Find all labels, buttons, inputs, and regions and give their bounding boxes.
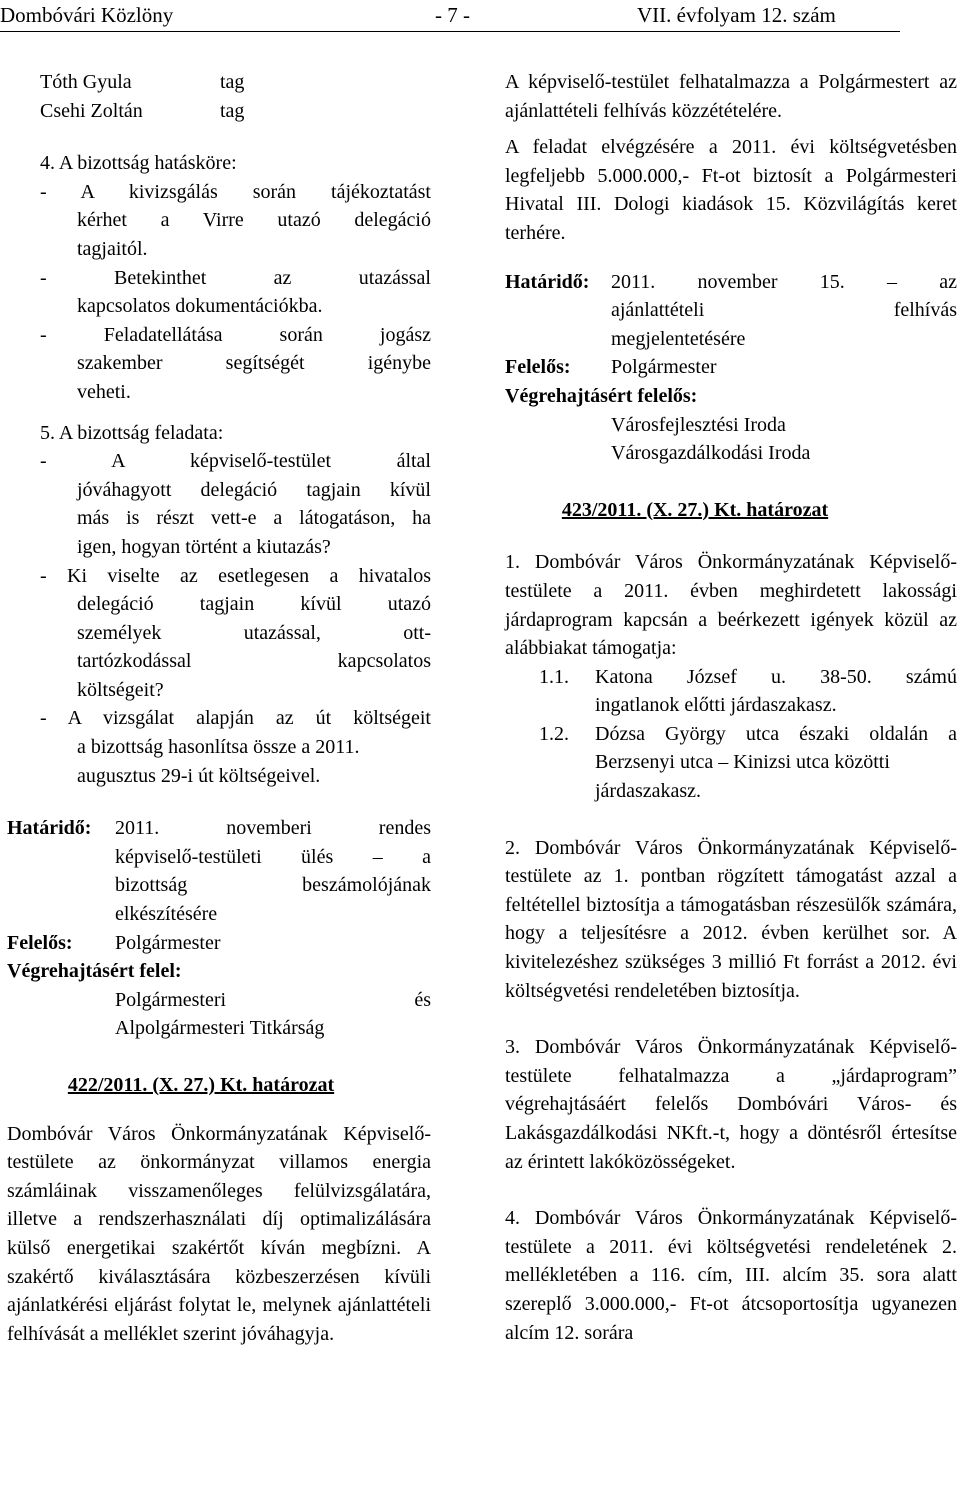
text-line: - A kivizsgálás során tájékoztatást — [40, 180, 431, 203]
resolution-423-title: 423/2011. (X. 27.) Kt. határozat — [561, 498, 829, 521]
text-line: Katona József u. 38-50. számú — [595, 665, 957, 688]
section-4-items — [7, 178, 431, 407]
member-row — [40, 68, 431, 97]
text-line: képviselő-testületi ülés – a — [115, 845, 431, 868]
text-line: Dózsa György utca északi oldalán a — [595, 722, 957, 745]
responsible-label: Felelős: — [7, 931, 73, 954]
resolution-422-text: Dombóvár Város Önkormányzatának Képviselő-testülete az önkormányzat villamos energia számláinak visszamenőleges felülvizsgálatára, illetve a rendszerhasználati díj optimalizálására külső energetikai szakértőt kíván megbízni. A szakértő kiválasztására közbeszerzésen kívüli ajánlatkérési eljárást folytat le, melynek ajánlattételi felhívását a melléklet szerint jóváhagyja. — [7, 1122, 431, 1345]
resolution-423-item-2: 2. Dombóvár Város Önkormányzatának Képviselő-testülete az 1. pontban rögzített támogatást azzal a feltétellel biztosítja a támogatásban részesülők számára, hogy a teljesítésre a 2012. évben kerülhet sor. A kivitelezéshez szükséges 3 millió Ft forrást a 2012. évi költségvetési rendeletében biztosítja. — [505, 836, 957, 1002]
text-line: igen, hogyan történt a kiutazás? — [77, 535, 331, 558]
text-line: megjelentetésére — [611, 327, 746, 350]
subitem-1-2 — [505, 720, 957, 806]
member-role: tag — [220, 71, 245, 93]
responsible-label: Felelős: — [505, 356, 571, 379]
responsible-value: Polgármester — [611, 356, 717, 379]
responsible-block — [505, 353, 957, 382]
text-line: személyek utazással, ott- — [77, 621, 431, 644]
execution-value — [7, 986, 431, 1043]
text-line: bizottság beszámolójának — [115, 874, 431, 897]
text-line: - Feladatellátása során jogász — [40, 323, 431, 346]
text-line: Városgazdálkodási Iroda — [611, 442, 811, 465]
member-name: Csehi Zoltán — [40, 99, 143, 122]
page-header — [0, 0, 900, 32]
subitem-text — [595, 720, 957, 806]
text-line: jóváhagyott delegáció tagjain kívül — [77, 478, 431, 501]
text-line: ajánlattételi felhívás — [611, 299, 957, 322]
text-line: 2011. november 15. – az — [611, 270, 957, 293]
section-5-title: 5. A bizottság feladata: — [40, 421, 224, 444]
text-line: tartózkodással kapcsolatos — [77, 650, 431, 673]
member-role: tag — [220, 99, 245, 122]
text-line: 2011. novemberi rendes — [115, 817, 431, 840]
resolution-423-item-4: 4. Dombóvár Város Önkormányzatának Képviselő-testülete a 2011. évi költségvetési rendeletének 2. mellékletében a 116. cím, III. alcím 35. sora alatt szereplő 3.000.000,- Ft-ot átcsoportosítja ugyanezen alcím 12. sorára — [505, 1207, 957, 1344]
execution-label: Végrehajtásért felel: — [7, 960, 182, 983]
text-line: augusztus 29-i út költségeivel. — [77, 764, 321, 787]
text-line: szakember segítségét igénybe — [77, 352, 431, 375]
section-4-title: 4. A bizottság hatásköre: — [40, 152, 237, 175]
text-line: - Betekinthet az utazással — [40, 266, 431, 289]
subitem-text — [595, 663, 957, 720]
member-name: Tóth Gyula — [40, 71, 132, 93]
text-line: más is részt vett-e a látogatáson, ha — [77, 507, 431, 530]
subitem-1-1 — [505, 663, 957, 720]
text-line: járdaszakasz. — [595, 780, 702, 803]
authorization-paragraph: A képviselő-testület felhatalmazza a Polgármestert az ajánlattételi felhívás közzétételére. — [505, 71, 957, 122]
volume-issue: VII. évfolyam 12. szám — [637, 3, 836, 27]
text-line: kérhet a Virre utazó delegáció — [77, 209, 431, 232]
text-line: - A képviselő-testület által — [40, 450, 431, 473]
text-line: elkészítésére — [115, 903, 218, 926]
subitem-number: 1.2. — [539, 722, 569, 745]
deadline-label: Határidő: — [505, 270, 590, 293]
section-5-items — [7, 447, 431, 790]
deadline-block — [505, 268, 957, 354]
deadline-value — [611, 268, 957, 354]
text-line: veheti. — [77, 380, 131, 403]
deadline-value — [115, 814, 431, 928]
right-column — [505, 68, 957, 1347]
responsible-block — [7, 929, 431, 958]
text-line: delegáció tagjain kívül utazó — [77, 593, 431, 616]
text-line: Polgármesteri és — [115, 988, 431, 1011]
resolution-423-item-3: 3. Dombóvár Város Önkormányzatának Képviselő-testülete felhatalmazza a „járdaprogram” végrehajtásáért felelős Dombóvári Város- és Lakásgazdálkodási NKft.-t, hogy a döntésről értesítse az érintett lakóközösségeket. — [505, 1036, 957, 1173]
text-line: tagjaitól. — [77, 237, 148, 260]
page-number: - 7 - — [435, 3, 470, 27]
resolution-422-title: 422/2011. (X. 27.) Kt. határozat — [67, 1074, 335, 1096]
responsible-value: Polgármester — [115, 931, 221, 954]
deadline-label: Határidő: — [7, 817, 92, 840]
budget-paragraph: A feladat elvégzésére a 2011. évi költségvetésben legfeljebb 5.000.000,- Ft-ot biztosít a Polgármesteri Hivatal III. Dologi kiadások 15. Közvilágítás keret terhére. — [505, 136, 957, 244]
member-row — [40, 97, 431, 126]
text-line: Városfejlesztési Iroda — [611, 413, 786, 436]
text-line: költségeit? — [77, 678, 164, 701]
text-line: Berzsenyi utca – Kinizsi utca közötti — [595, 751, 890, 774]
execution-value — [505, 411, 957, 468]
publication-name: Dombóvári Közlöny — [0, 3, 174, 27]
text-line: a bizottság hasonlítsa össze a 2011. — [77, 736, 360, 759]
text-line: - Ki viselte az esetlegesen a hivatalos — [40, 564, 431, 587]
text-line: ingatlanok előtti járdaszakasz. — [595, 694, 837, 717]
subitem-list — [505, 663, 957, 806]
committee-members — [7, 68, 431, 125]
text-line: kapcsolatos dokumentációkba. — [77, 295, 323, 318]
subitem-number: 1.1. — [539, 665, 569, 688]
text-line: Alpolgármesteri Titkárság — [115, 1017, 325, 1040]
deadline-block — [7, 814, 431, 928]
left-column — [7, 68, 431, 1348]
execution-label: Végrehajtásért felelős: — [505, 384, 698, 407]
resolution-423-item-1: 1. Dombóvár Város Önkormányzatának Képviselő-testülete a 2011. évben meghirdetett lakossági járdaprogram kapcsán a beérkezett igények közül az alábbiakat támogatja: — [505, 551, 957, 660]
text-line: - A vizsgálat alapján az út költségeit — [40, 707, 431, 730]
